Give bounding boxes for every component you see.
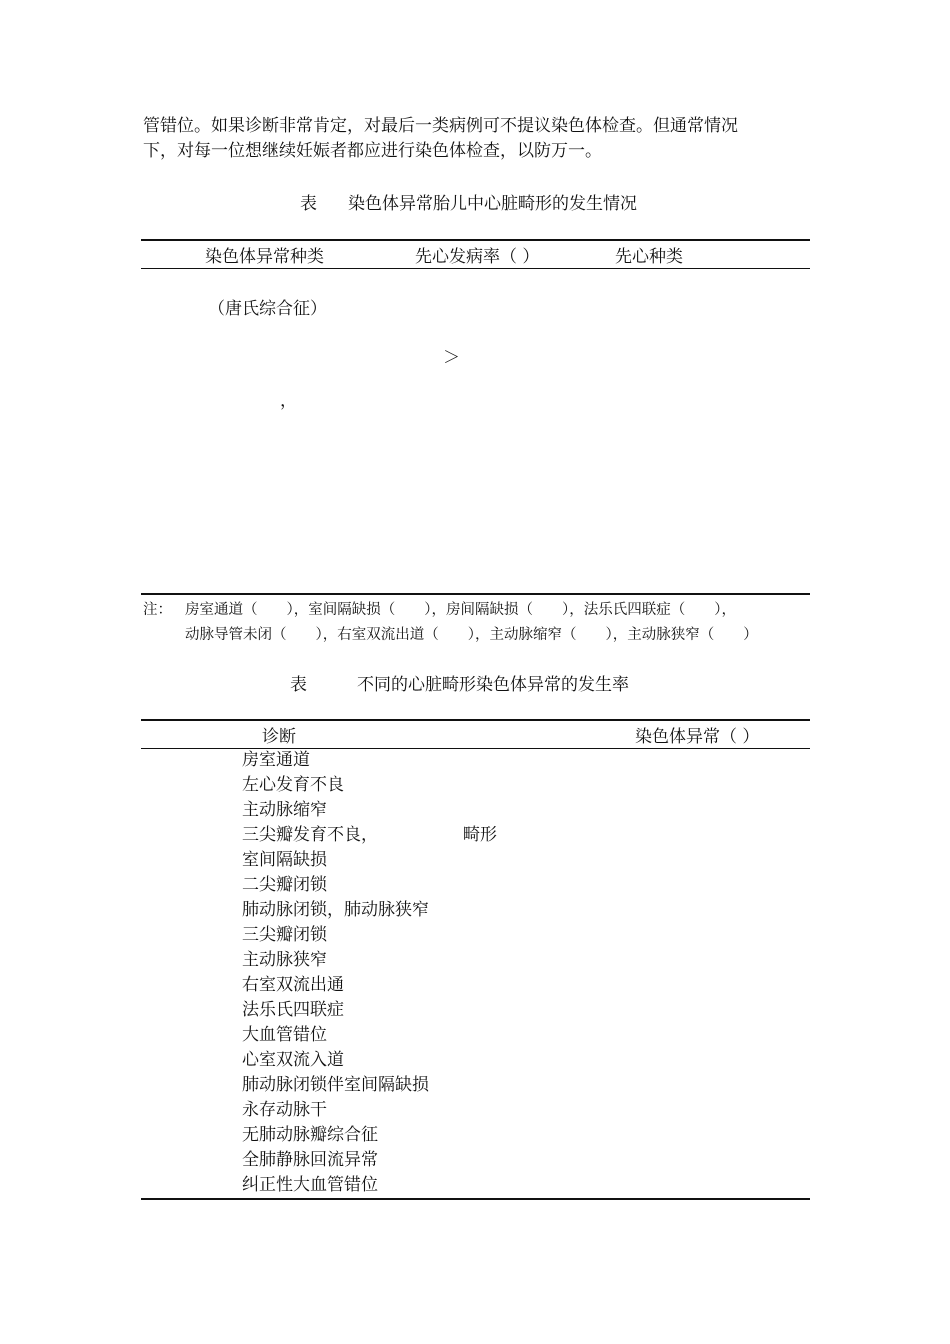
table1-cell-greater-than: ＞ [443, 348, 460, 368]
table1-header-rate: 先心发病率（ ） [415, 247, 540, 267]
table2-row: 肺动脉闭锁，肺动脉狭窄 [242, 900, 429, 920]
table1-top-rule [141, 239, 810, 241]
intro-line-1: 管错位。如果诊断非常肯定，对最后一类病例可不提议染色体检查。但通常情况 [143, 116, 738, 136]
table2-row: 右室双流出通 [242, 975, 344, 995]
table2-row: 左心发育不良 [242, 775, 344, 795]
table1-cell-comma: ， [280, 391, 297, 411]
intro-paragraph [143, 114, 813, 164]
table1-note-line-1: 房室通道（ ），室间隔缺损（ ），房间隔缺损（ ），法乐氏四联症（ ）， [185, 602, 736, 618]
table2-row: 房室通道 [242, 750, 310, 770]
table2-row: 三尖瓣闭锁 [242, 925, 327, 945]
table1-title: 染色体异常胎儿中心脏畸形的发生情况 [348, 194, 637, 214]
intro-line-2: 下，对每一位想继续妊娠者都应进行染色体检查，以防万一。 [143, 141, 602, 161]
table2-bottom-rule [141, 1198, 810, 1200]
table2-row: 法乐氏四联症 [242, 1000, 344, 1020]
table2-row: 纠正性大血管错位 [242, 1175, 378, 1195]
table1-note-label: 注： [143, 602, 172, 618]
table2-row: 大血管错位 [242, 1025, 327, 1045]
table1-header-kind: 先心种类 [615, 247, 683, 267]
table2-header-diagnosis: 诊断 [262, 727, 296, 747]
table2-row: 心室双流入道 [242, 1050, 344, 1070]
table1-bottom-rule [141, 593, 810, 595]
table2-header-abnormality: 染色体异常（ ） [635, 727, 760, 747]
table2-label: 表 [290, 675, 307, 695]
table2-row: 肺动脉闭锁伴室间隔缺损 [242, 1075, 429, 1095]
table2-row: 全肺静脉回流异常 [242, 1150, 378, 1170]
table2-row4-suffix: 畸形 [463, 825, 497, 845]
table2-row: 主动脉狭窄 [242, 950, 327, 970]
table1-note-line-2: 动脉导管未闭（ ），右室双流出道（ ），主动脉缩窄（ ），主动脉狭窄（ ） [185, 627, 758, 643]
table2-row: 三尖瓣发育不良， [242, 825, 378, 845]
table1-header-type: 染色体异常种类 [205, 247, 324, 267]
table2-top-rule [141, 719, 810, 721]
table1-header-rule [141, 268, 810, 269]
table2-row: 室间隔缺损 [242, 850, 327, 870]
table1-label: 表 [300, 194, 317, 214]
table2-row: 二尖瓣闭锁 [242, 875, 327, 895]
table1-cell-down-syndrome: （唐氏综合征） [208, 299, 327, 319]
table2-row: 永存动脉干 [242, 1100, 327, 1120]
table2-title: 不同的心脏畸形染色体异常的发生率 [357, 675, 629, 695]
table2-row: 主动脉缩窄 [242, 800, 327, 820]
table2-row: 无肺动脉瓣综合征 [242, 1125, 378, 1145]
table2-diagnosis-list [242, 748, 429, 1198]
